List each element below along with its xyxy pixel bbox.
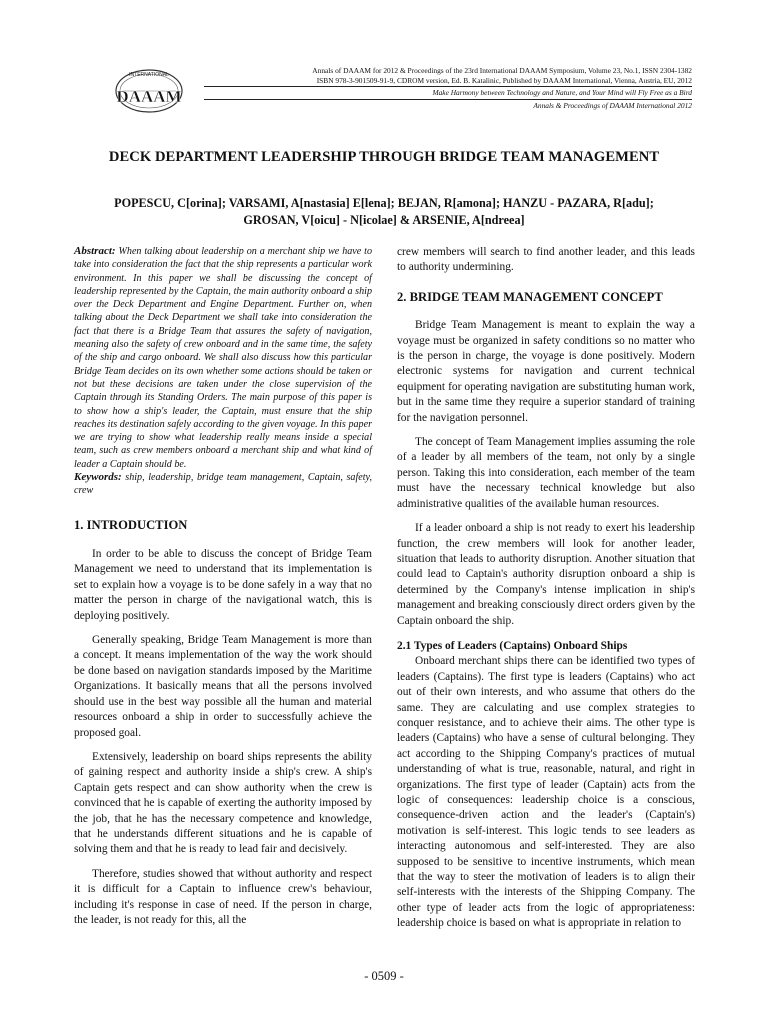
paragraph-continued: crew members will search to find another leader, and this leads to authority undermining. (397, 246, 695, 274)
subsection-heading-types-of-leaders: 2.1 Types of Leaders (Captains) Onboard Ships (397, 639, 628, 652)
keywords (74, 471, 372, 498)
header-line-4: Annals & Proceedings of DAAAM International 2012 (533, 100, 692, 110)
abstract (74, 245, 372, 471)
authors-line-2: GROSAN, V[oicu] - N[icolae] & ARSENIE, A[ndreea] (243, 213, 525, 227)
left-column (74, 245, 372, 928)
abstract-label: Abstract: (74, 245, 116, 257)
paragraph: Extensively, leadership on board ships represents the ability of gaining respect and authority inside a ship's crew. A ship's Captain gets respect and can show authority when the crew is convinced that he is capable of exerting the authority imposed by the job, that he has the necessary competence and knowledge, that he understands different situations and he is capable of solving them and that he is ready to lead fair and decisively. (74, 750, 372, 856)
authors-line-1: POPESCU, C[orina]; VARSAMI, A[nastasia] E[lena]; BEJAN, R[amona]; HANZU - PAZARA, R[adu]; (114, 196, 654, 210)
paragraph: In order to be able to discuss the concept of Bridge Team Management we need to understand that its implementation is set to explain how a voyage is to be done safely in a way that no matter the person in charge of the navigational watch, this is deploying positively. (74, 548, 372, 622)
abstract-text: When talking about leadership on a merchant ship we have to take into consideration the fact that the ship represents a particular work environment. In this paper we shall be discussing the concept of leadership represented by the Captain, the main authority onboard a ship over the Deck Department and Engine Department. Further on, when talking about the Deck Department we shall take into consideration the fact that there is a Bridge Team that assures the safety of navigation, meaning also the safety of crew onboard and in the same time, the safety of the ship and cargo onboard. We shall also discuss how this particular Bridge Team decides on its own whether some actions should be taken or not but these decisions are taken under the close supervision of the Captain through its Standing Orders. The main purpose of this paper is to show how a ship's leader, the Captain, must ensure that the ship reaches its destination safely according to the given voyage. In this paper we are trying to show what leadership really means inside a special team, such as crew members onboard a merchant ship and what kind of leader a Captain should be. (74, 246, 373, 470)
svg-text:INTERNATIONAL: INTERNATIONAL (129, 72, 169, 78)
header-line-1: Annals of DAAAM for 2012 & Proceedings of the 23rd International DAAAM Symposium, Volume 23, No.1, ISSN 2304-1382 (312, 66, 692, 75)
header-rule-2 (204, 99, 692, 100)
paragraph: Onboard merchant ships there can be identified two types of leaders (Captains). The first type is leaders (Captains) who act out of their own interests, and who assume that others do the same. They are calculating and use complex strategies to conquer resistance, and to achieve their aims. The other type is leaders (Captains) who have a sense of cultural belonging. They act according to the Shipping Company's practices of mutual understanding of what is true, reasonable, natural, and right in organizations. The first type of leader (Captain) acts from the logic of consequences: leadership choice is a conscious, consequence-driven action and the leader's (Captain's) motivation is self-interest. This logic tends to see leaders as interacting autonomous and self-interested. They are also supposed to be sensitive to incentive instruments, which mean that the way to steer the motivation of leaders is to align their self-interests with the interests of the Shipping Company. The other type of leader acts from the logic of appropriateness: leadership choice is based on what is appropriate in relation to (397, 655, 695, 930)
header-rule (204, 86, 692, 87)
journal-header (200, 66, 692, 110)
paragraph: Generally speaking, Bridge Team Management is more than a concept. It means implementation of the way the work should be done based on navigation standards imposed by the Maritime Organizations. It basically means that all the persons involved should use in the best way possible all the human and material resources onboard a ship in order to successfully achieve the proposed goal. (74, 634, 372, 739)
right-column (397, 245, 695, 932)
paper-title: DECK DEPARTMENT LEADERSHIP THROUGH BRIDGE TEAM MANAGEMENT (108, 149, 660, 165)
keywords-text: ship, leadership, bridge team management, Captain, safety, crew (74, 472, 373, 497)
keywords-label: Keywords: (74, 471, 122, 484)
svg-text:DAAAM: DAAAM (116, 87, 182, 106)
header-line-2: ISBN 978-3-901509-91-9, CDROM version, Ed. B. Katalinic, Published by DAAAM International, Vienna, Austria, EU, 2012 (316, 75, 692, 85)
section-heading-introduction: 1. INTRODUCTION (74, 517, 188, 532)
paragraph: Therefore, studies showed that without authority and respect it is difficult for a Captain to influence crew's behaviour, including it's response in case of need. If the person in charge, the leader, is not ready for this, all the (74, 867, 372, 926)
daaam-logo (112, 60, 186, 120)
authors (70, 195, 698, 229)
header-line-3: Make Harmony between Technology and Nature, and Your Mind will Fly Free as a Bird (432, 88, 692, 98)
section-heading-bridge-team: 2. BRIDGE TEAM MANAGEMENT CONCEPT (397, 289, 663, 304)
paragraph: If a leader onboard a ship is not ready to exert his leadership function, the crew members will look for another leader, situation that leads to authority disruption. Another situation that could lead to Captain's authority disruption onboard a ship is determined by the Company's intense implication in ship's management and breaking consciously direct orders given by the Captain onboard the ship. (397, 522, 695, 627)
paragraph: Bridge Team Management is meant to explain the way a voyage must be organized in safety conditions so no matter who is the person in charge, the voyage is done positively. Modern electronic systems for navigation and current technical equipment for operating navigation are substituting human work, but in the same time they require a superior standard of training for the navigation personnel. (397, 319, 695, 424)
page-number: - 0509 - (364, 969, 404, 983)
paragraph: The concept of Team Management implies assuming the role of a leader by all members of the team, not only by a single person. Taking this into consideration, each member of the team must have the necessary technical knowledge but also administrative qualities of the available human resources. (397, 436, 695, 510)
